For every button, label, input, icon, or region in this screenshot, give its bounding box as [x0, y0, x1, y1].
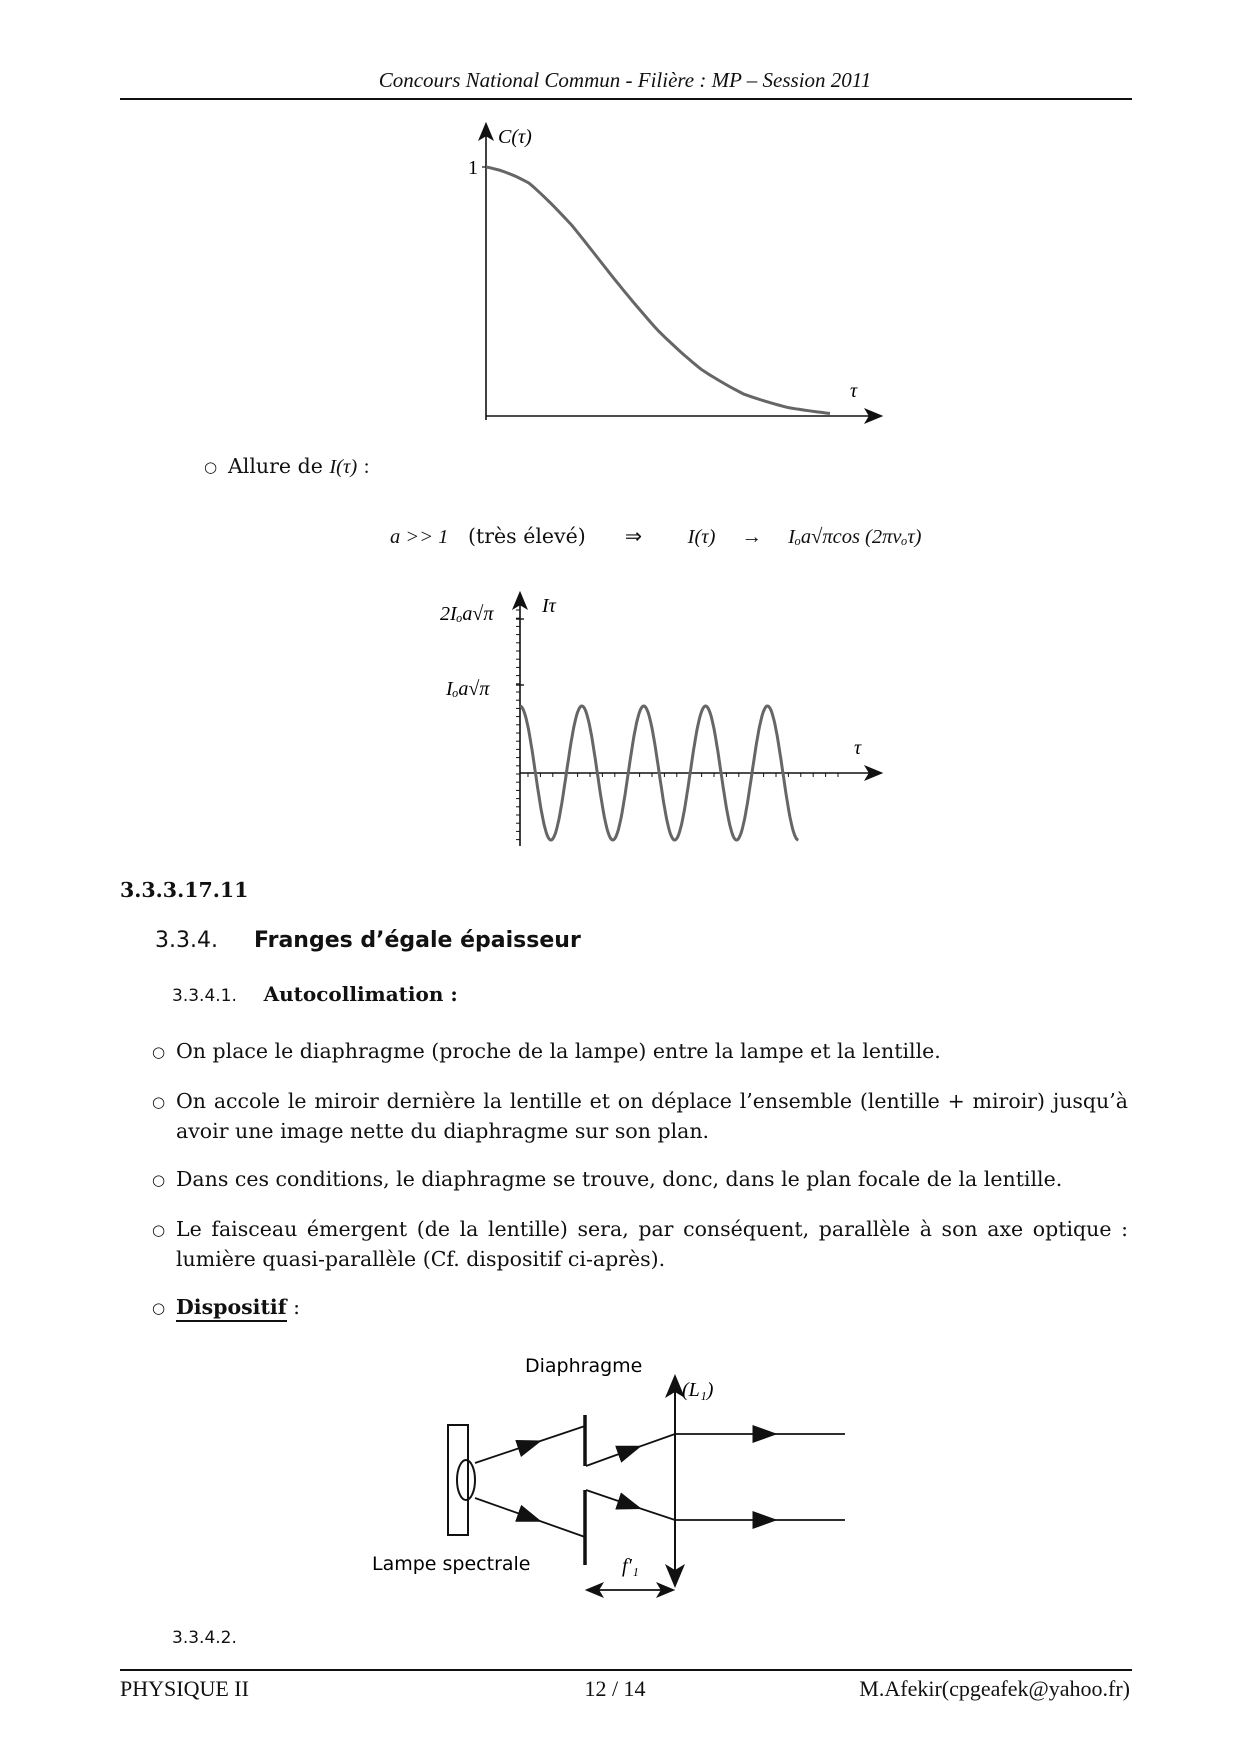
bullet-item [152, 1036, 1128, 1066]
ray-out-lower-arrow2 [756, 1516, 766, 1524]
ray-diaphragm-upper [586, 1434, 675, 1466]
y-tick-top-label: 2Iₒa√π [440, 603, 494, 625]
intensity-chart [430, 590, 900, 850]
x-axis-label: τ [854, 737, 862, 759]
page-header: Concours National Commun - Filière : MP – Session 2011 [378, 68, 872, 92]
ray-lamp-upper [475, 1426, 585, 1463]
allure-text: Allure de [228, 454, 323, 478]
page-number: 12 / 14 [584, 1676, 646, 1701]
coherence-chart [440, 120, 900, 430]
bullet-icon: ○ [204, 458, 218, 476]
y-axis-label: Iτ [542, 595, 556, 617]
axis-ticks [516, 610, 838, 840]
dispositif-label: Dispositif [176, 1295, 287, 1322]
bullet-text: On place le diaphragme (proche de la lampe) entre la lampe et la lentille. [176, 1039, 941, 1063]
allure-line [204, 451, 370, 482]
bullet-icon: ○ [152, 1221, 166, 1239]
bullet-item [152, 1164, 1128, 1194]
subsection-number: 3.3.4.1. [172, 986, 237, 1006]
y-tick-mid-label: Iₒa√π [446, 678, 490, 700]
lens-label: (L₁) [682, 1379, 714, 1401]
bullet-item [152, 1086, 1128, 1146]
focal-label: f′₁ [622, 1555, 639, 1577]
bullet-icon: ○ [152, 1299, 166, 1317]
eq-arrow: → [741, 526, 763, 548]
bullet-icon: ○ [152, 1093, 166, 1111]
subsection-heading [172, 982, 458, 1006]
footer-rule [120, 1669, 1132, 1671]
bullet-text: On accole le miroir dernière la lentille et on déplace l’ensemble (lentille + miroir) jusqu’à avoir une image nette du diaphragme sur son plan. [176, 1089, 1128, 1143]
header-rule [120, 98, 1132, 100]
bullet-text: Le faisceau émergent (de la lentille) sera, par conséquent, parallèle à son axe optique : lumière quasi-parallèle (Cf. dispositif ci-après). [176, 1217, 1128, 1271]
allure-symbol: I(τ) [329, 456, 358, 478]
x-axis-label: τ [850, 380, 858, 402]
bullet-text: Dans ces conditions, le diaphragme se trouve, donc, dans le plan focale de la lentille. [176, 1167, 1063, 1191]
dispositif-colon: : [293, 1295, 300, 1319]
eq-rhs: Iₒa√πcos (2πνₒτ) [788, 526, 922, 548]
autocollimation-diagram [360, 1350, 880, 1610]
eq-lhs: a >> 1 [390, 526, 449, 548]
lamp-bulb [457, 1460, 475, 1500]
bullet-icon: ○ [152, 1171, 166, 1189]
bullet-icon: ○ [152, 1043, 166, 1061]
orphan-heading: 3.3.3.17.11 [120, 878, 249, 902]
eq-func: I(τ) [687, 526, 716, 548]
eq-implies: ⇒ [624, 526, 643, 548]
ray-out-upper-arrow2 [756, 1430, 766, 1438]
section-number: 3.3.4. [155, 928, 218, 953]
allure-colon: : [363, 456, 370, 478]
ray-diaphragm-lower [586, 1490, 675, 1520]
ray-lamp-lower [475, 1498, 585, 1537]
eq-note: (très élevé) [467, 524, 586, 548]
footer-left: PHYSIQUE II [120, 1676, 249, 1701]
section-heading [155, 928, 581, 953]
diaphragme-label: Diaphragme [525, 1355, 643, 1377]
bullet-item [152, 1214, 1128, 1274]
lamp-label: Lampe spectrale [372, 1553, 531, 1575]
y-axis-label: C(τ) [498, 126, 532, 148]
subsection2-number: 3.3.4.2. [172, 1628, 237, 1648]
coherence-curve [486, 167, 830, 414]
y-tick-label: 1 [468, 157, 478, 179]
equation [390, 521, 922, 552]
footer-right: M.Afekir(cpgeafek@yahoo.fr) [859, 1676, 1130, 1701]
section-title: Franges d’égale épaisseur [253, 928, 581, 953]
dispositif-heading [152, 1292, 300, 1322]
subsection-title: Autocollimation : [263, 982, 458, 1006]
